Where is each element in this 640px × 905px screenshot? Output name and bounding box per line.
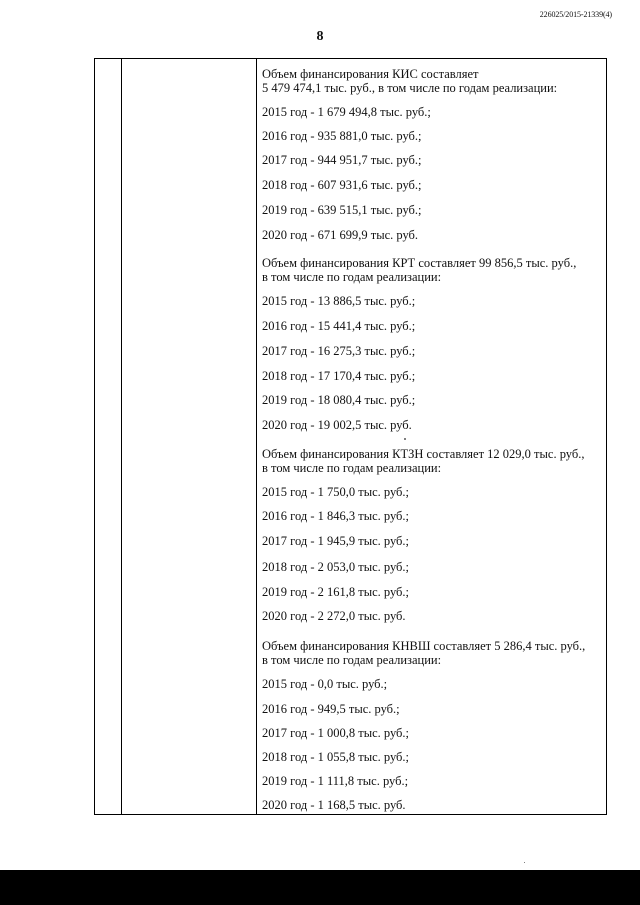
table-column-divider <box>256 59 257 814</box>
knvsh-year-2015: 2015 год - 0,0 тыс. руб.; <box>262 677 388 691</box>
knvsh-year-2017: 2017 год - 1 000,8 тыс. руб.; <box>262 726 410 740</box>
knvsh-intro-line: Объем финансирования КНВШ составляет 5 286,4 тыс. руб., <box>262 639 586 653</box>
ktzn-year-2015: 2015 год - 1 750,0 тыс. руб.; <box>262 485 410 499</box>
kis-year-2019: 2019 год - 639 515,1 тыс. руб.; <box>262 203 422 217</box>
krt-intro-line: в том числе по годам реализации: <box>262 270 442 284</box>
ktzn-year-2018: 2018 год - 2 053,0 тыс. руб.; <box>262 560 410 574</box>
knvsh-year-2016: 2016 год - 949,5 тыс. руб.; <box>262 702 400 716</box>
knvsh-year-2020: 2020 год - 1 168,5 тыс. руб. <box>262 798 406 812</box>
document-id: 226025/2015-21339(4) <box>539 10 612 19</box>
kis-year-2020: 2020 год - 671 699,9 тыс. руб. <box>262 228 419 242</box>
ktzn-year-2017: 2017 год - 1 945,9 тыс. руб.; <box>262 534 410 548</box>
kis-intro-line: 5 479 474,1 тыс. руб., в том числе по годам реализации: <box>262 81 558 95</box>
krt-year-2015: 2015 год - 13 886,5 тыс. руб.; <box>262 294 416 308</box>
knvsh-year-2019: 2019 год - 1 111,8 тыс. руб.; <box>262 774 409 788</box>
ktzn-year-2020: 2020 год - 2 272,0 тыс. руб. <box>262 609 406 623</box>
kis-intro-line: Объем финансирования КИС составляет <box>262 67 479 81</box>
ktzn-intro-line: в том числе по годам реализации: <box>262 461 442 475</box>
ktzn-year-2016: 2016 год - 1 846,3 тыс. руб.; <box>262 509 410 523</box>
krt-year-2016: 2016 год - 15 441,4 тыс. руб.; <box>262 319 416 333</box>
knvsh-intro-line: в том числе по годам реализации: <box>262 653 442 667</box>
scan-speck <box>404 438 406 440</box>
kis-year-2016: 2016 год - 935 881,0 тыс. руб.; <box>262 129 422 143</box>
krt-year-2020: 2020 год - 19 002,5 тыс. руб. <box>262 418 412 432</box>
knvsh-year-2018: 2018 год - 1 055,8 тыс. руб.; <box>262 750 410 764</box>
krt-year-2018: 2018 год - 17 170,4 тыс. руб.; <box>262 369 416 383</box>
ktzn-intro-line: Объем финансирования КТЗН составляет 12 029,0 тыс. руб., <box>262 447 585 461</box>
kis-year-2018: 2018 год - 607 931,6 тыс. руб.; <box>262 178 422 192</box>
krt-intro-line: Объем финансирования КРТ составляет 99 856,5 тыс. руб., <box>262 256 577 270</box>
krt-year-2019: 2019 год - 18 080,4 тыс. руб.; <box>262 393 416 407</box>
scan-speck <box>524 862 525 863</box>
ktzn-year-2019: 2019 год - 2 161,8 тыс. руб.; <box>262 585 410 599</box>
page-number: 8 <box>316 29 324 44</box>
krt-year-2017: 2017 год - 16 275,3 тыс. руб.; <box>262 344 416 358</box>
table-column-divider <box>121 59 122 814</box>
kis-year-2015: 2015 год - 1 679 494,8 тыс. руб.; <box>262 105 431 119</box>
scan-bottom-border <box>0 870 640 905</box>
kis-year-2017: 2017 год - 944 951,7 тыс. руб.; <box>262 153 422 167</box>
